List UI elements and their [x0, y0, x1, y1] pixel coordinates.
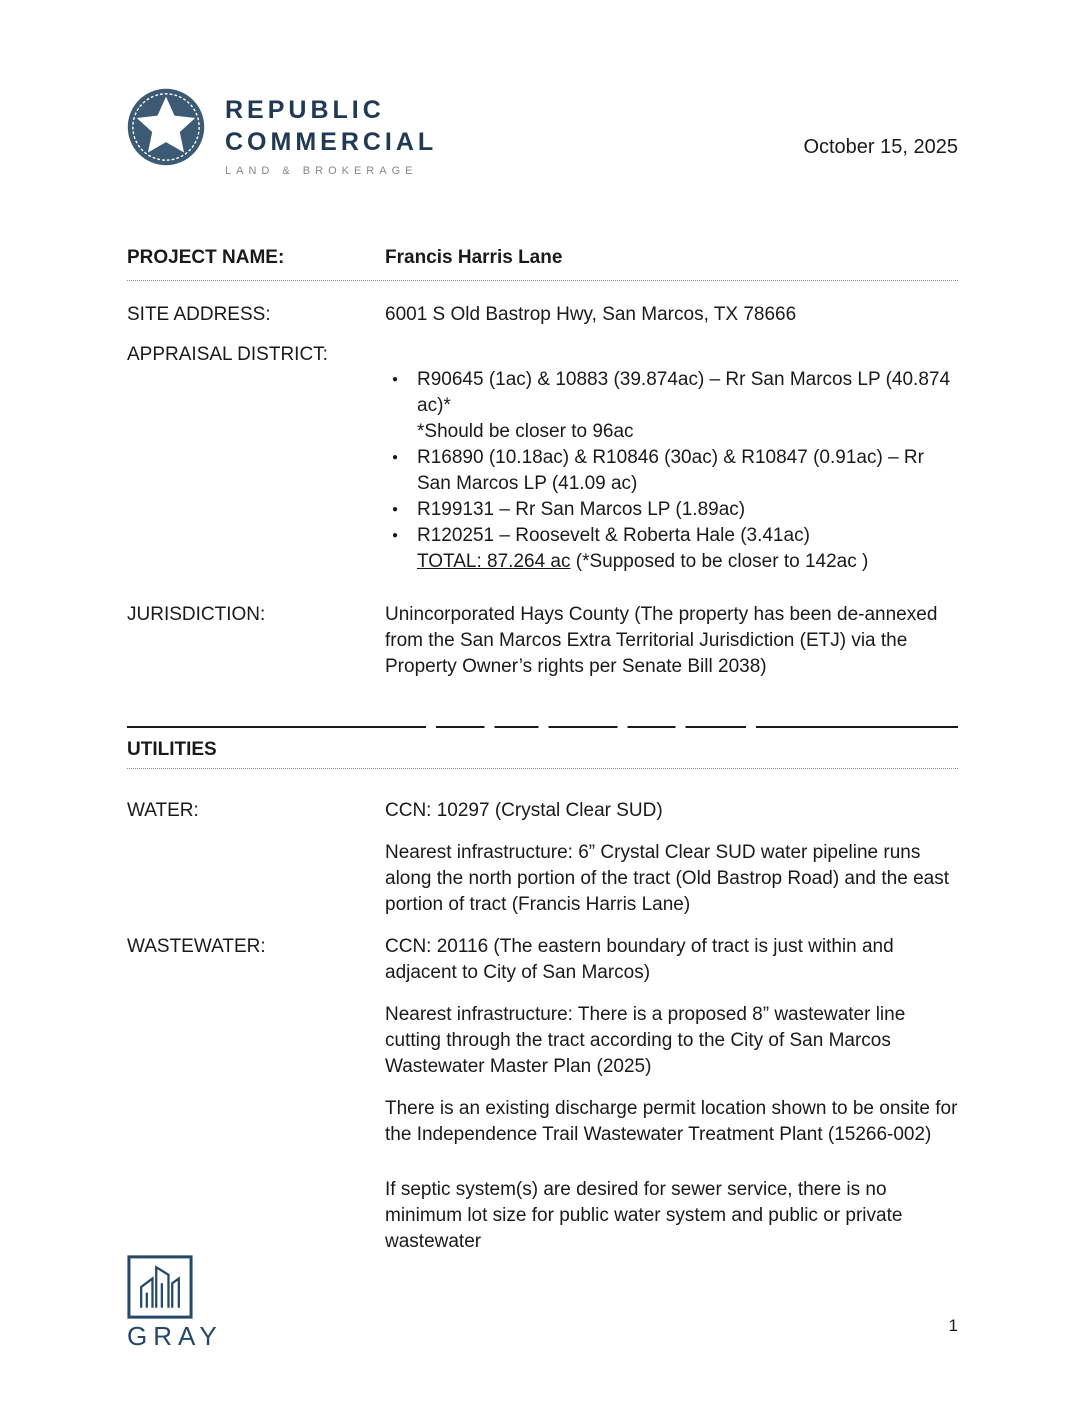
site-address-value: 6001 S Old Bastrop Hwy, San Marcos, TX 78666	[385, 304, 797, 325]
appraisal-district-row	[127, 342, 958, 575]
document-footer	[127, 1255, 958, 1352]
brand-text	[225, 88, 437, 177]
document-date: October 15, 2025	[803, 136, 958, 158]
water-label: WATER:	[127, 800, 199, 821]
parcel-total-rest: (*Supposed to be closer to 142ac )	[570, 551, 869, 572]
parcel-total-underlined: TOTAL: 87.264 ac	[417, 551, 571, 572]
parcel-note: *Should be closer to 96ac	[417, 421, 634, 442]
wastewater-label: WASTEWATER:	[127, 936, 266, 957]
wastewater-septic-note: If septic system(s) are desired for sewer service, there is no minimum lot size for public water system and public or private wastewater	[385, 1179, 903, 1252]
project-name-label: PROJECT NAME:	[127, 247, 285, 268]
project-name-row	[127, 245, 958, 271]
dotted-divider	[127, 768, 958, 769]
utilities-section-title: UTILITIES	[127, 739, 217, 760]
gray-logo	[127, 1255, 223, 1352]
gray-buildings-icon	[127, 1255, 193, 1319]
gray-logo-text: GRAY	[127, 1321, 223, 1351]
list-item	[385, 497, 958, 523]
document-body	[127, 245, 958, 1255]
dotted-divider	[127, 280, 958, 281]
document-header	[127, 88, 958, 177]
site-address-label: SITE ADDRESS:	[127, 304, 271, 325]
jurisdiction-value: Unincorporated Hays County (The property has been de-annexed from the San Marcos Extra Territorial Jurisdiction (ETJ) via the Property Owner’s rights per Senate Bill 2038)	[385, 604, 938, 677]
wastewater-ccn: CCN: 20116 (The eastern boundary of tract is just within and adjacent to City of San Marcos)	[385, 936, 894, 983]
appraisal-district-label: APPRAISAL DISTRICT:	[127, 344, 328, 365]
wastewater-row	[127, 934, 958, 1255]
water-row	[127, 798, 958, 918]
water-ccn: CCN: 10297 (Crystal Clear SUD)	[385, 800, 663, 821]
project-name-value: Francis Harris Lane	[385, 247, 563, 268]
appraisal-parcel-list	[385, 342, 958, 575]
jurisdiction-row	[127, 602, 958, 680]
water-infrastructure: Nearest infrastructure: 6” Crystal Clear SUD water pipeline runs along the north portion of the tract (Old Bastrop Road) and the east portion of tract (Francis Harris Lane)	[385, 842, 950, 915]
parcel-entry: ● R90645 (1ac) & 10883 (39.874ac) – Rr San Marcos LP (40.874 ac)*	[417, 369, 951, 416]
wastewater-discharge-permit: There is an existing discharge permit location shown to be onsite for the Independence Trail Wastewater Treatment Plant (15266-002)	[385, 1098, 958, 1145]
list-item	[385, 445, 958, 497]
republic-commercial-logo	[127, 88, 437, 177]
site-address-row	[127, 302, 958, 328]
brand-name-line2: COMMERCIAL	[225, 128, 438, 156]
star-badge-icon	[127, 88, 205, 166]
parcel-entry: ● R199131 – Rr San Marcos LP (1.89ac)	[417, 499, 746, 520]
list-item	[385, 523, 958, 575]
brand-tagline: LAND & BROKERAGE	[225, 165, 418, 177]
parcel-entry: ● R16890 (10.18ac) & R10846 (30ac) & R10847 (0.91ac) – Rr San Marcos LP (41.09 ac)	[417, 447, 924, 494]
list-item	[385, 367, 958, 445]
brand-name-line1: REPUBLIC	[225, 96, 385, 124]
parcel-total-line	[417, 549, 958, 575]
section-divider-heavy	[127, 726, 958, 728]
parcel-entry: ● R120251 – Roosevelt & Roberta Hale (3.41ac)	[417, 525, 810, 546]
page-number: 1	[948, 1316, 958, 1335]
wastewater-infrastructure: Nearest infrastructure: There is a proposed 8” wastewater line cutting through the tract according to the City of San Marcos Wastewater Master Plan (2025)	[385, 1004, 906, 1077]
jurisdiction-label: JURISDICTION:	[127, 604, 266, 625]
